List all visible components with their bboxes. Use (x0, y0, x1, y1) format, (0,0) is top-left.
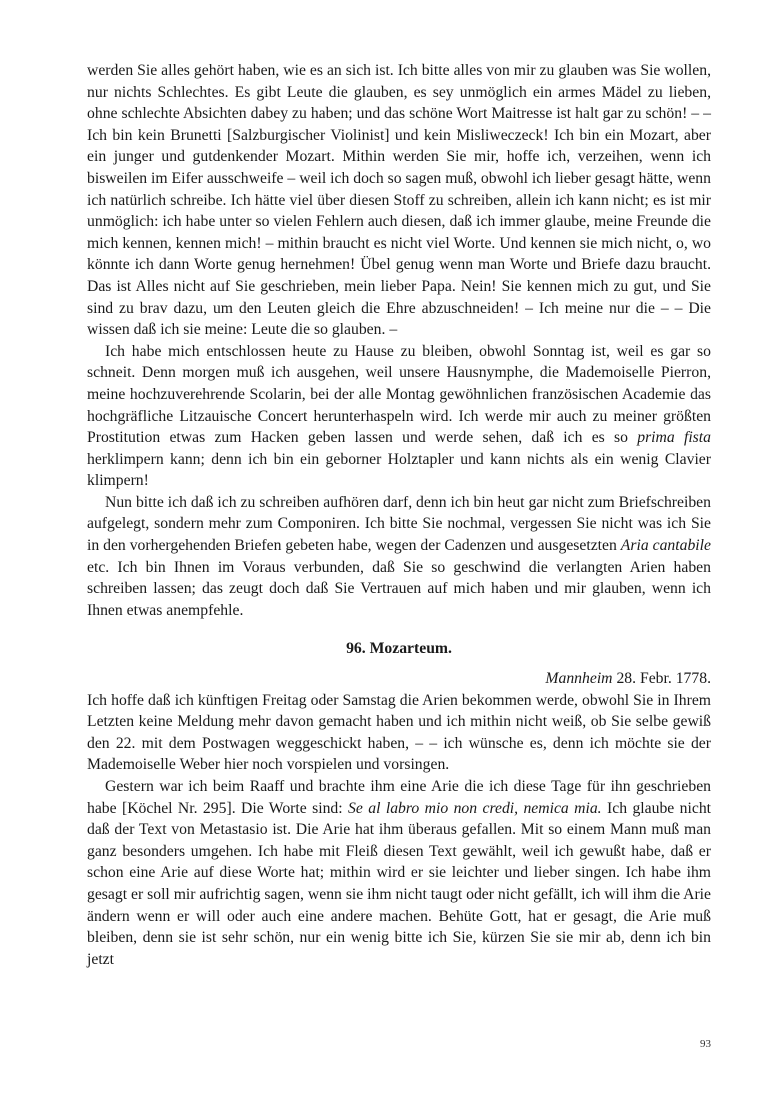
paragraph-5-text: Gestern war ich beim Raaff und brachte ihm eine Arie die ich diese Tage für ihn geschrieben habe [Köchel Nr. 295]. Die Worte sind: (87, 778, 711, 817)
paragraph-5-italic: Se al labro mio non credi, nemica mia. (348, 799, 602, 817)
dateline-date: 28. Febr. 1778. (616, 670, 711, 688)
dateline (87, 668, 711, 690)
paragraph-2 (87, 341, 711, 492)
paragraph-3-text: Nun bitte ich daß ich zu schreiben aufhören darf, denn ich bin heut gar nicht zum Briefschreiben aufgelegt, sondern mehr zum Componiren. Ich bitte Sie nochmal, vergessen Sie nicht was ich Sie in den vorhergehenden Briefen gebeten habe, wegen der Cadenzen und ausgesetzten (87, 493, 711, 555)
paragraph-1 (87, 60, 711, 341)
paragraph-2-after: herklimpern kann; denn ich bin ein geborner Holztapler und kann nichts als ein wenig Clavier klimpern! (87, 450, 711, 490)
paragraph-2-italic: prima fista (637, 429, 711, 447)
paragraph-4-text: Ich hoffe daß ich künftigen Freitag oder Samstag die Arien bekommen werde, obwohl Sie in Ihrem Letzten keine Meldung mehr davon gemacht haben und ich mithin nicht weiß, ob Sie selbe gewiß den 22. mit dem Postwagen weggeschickt haben, – – ich wünsche es, denn ich möchte sie der Mademoiselle Weber hier noch vorspielen und vorsingen. (87, 691, 711, 774)
paragraph-3-after: etc. Ich bin Ihnen im Voraus verbunden, daß Sie so geschwind die verlangten Arien haben schreiben lassen; das zeugt doch daß Sie Vertrauen auf mich haben und mir glauben, wenn ich Ihnen etwas anempfehle. (87, 558, 711, 619)
paragraph-3-italic: Aria cantabile (620, 537, 711, 555)
page-body (87, 60, 711, 970)
paragraph-5-after: Ich glaube nicht daß der Text von Metastasio ist. Die Arie hat ihm überaus gefallen. Mit so einem Mann muß man ganz besonders umgehen. Ich habe mit Fleiß diesen Text gewählt, weil ich gewußt habe, daß er schon eine Arie auf diese Worte hat; mithin wird er sie leichter und lieber singen. Ich habe ihm gesagt er soll mir aufrichtig sagen, wenn sie ihm nicht taugt oder nicht gefällt, ich will ihm die Arie ändern wenn er will oder auch eine andere machen. Behüte Gott, hat er gesagt, die Arie muß bleiben, denn sie ist sehr schön, nur ein wenig bitte ich Sie, kürzen Sie sie mir ab, denn ich bin jetzt (87, 799, 712, 968)
paragraph-5 (87, 776, 711, 970)
paragraph-2-text: Ich habe mich entschlossen heute zu Hause zu bleiben, obwohl Sonntag ist, weil es gar so schneit. Denn morgen muß ich ausgehen, weil unsere Hausnymphe, die Mademoiselle Pierron, meine hochzuverehrende Scolarin, bei der alle Montag gewöhnlichen französischen Academie das hochgräfliche Litzauische Concert herunterhaspeln wird. Ich werde mir auch zu meiner größten Prostitution etwas zum Hacken geben lassen und werde sehen, daß ich es so (87, 342, 711, 447)
dateline-place: Mannheim (545, 670, 613, 688)
paragraph-3 (87, 492, 711, 622)
letter-heading: 96. Mozarteum. (346, 640, 452, 658)
page-number: 93 (700, 1038, 711, 1050)
paragraph-4 (87, 690, 711, 776)
paragraph-1-text: werden Sie alles gehört haben, wie es an sich ist. Ich bitte alles von mir zu glauben was Sie wollen, nur nichts Schlechtes. Es gibt Leute die glauben, es sey unmöglich ein armes Mädel zu lieben, ohne schlechte Absichten dabey zu haben; und das schöne Wort Maitresse ist halt gar zu schön! – – Ich bin kein Brunetti [Salzburgischer Violinist] und kein Misliweczeck! Ich bin ein Mozart, aber ein junger und gutdenkender Mozart. Mithin werden Sie mir, hoffe ich, verzeihen, wenn ich bisweilen im Eifer ausschweife – weil ich doch so sagen muß, obwohl ich lieber gesagt hätte, wenn ich natürlich schreibe. Ich hätte viel über diesen Stoff zu schreiben, allein ich kann nicht; es ist mir unmöglich: ich habe unter so vielen Fehlern auch diesen, daß ich immer glaube, meine Freunde die mich kennen, kennen mich! – mithin braucht es nicht viel Worte. Und kennen sie mich nicht, o, wo könnte ich dann Worte genug hernehmen! Übel genug wenn man Worte und Briefe dazu braucht. Das ist Alles nicht auf Sie geschrieben, mein lieber Papa. Nein! Sie kennen mich zu gut, und Sie sind zu brav dazu, um den Leuten gleich die Ehre abzuschneiden! – Ich meine nur die – – Die wissen daß ich sie meine: Leute die so glauben. – (87, 62, 711, 339)
